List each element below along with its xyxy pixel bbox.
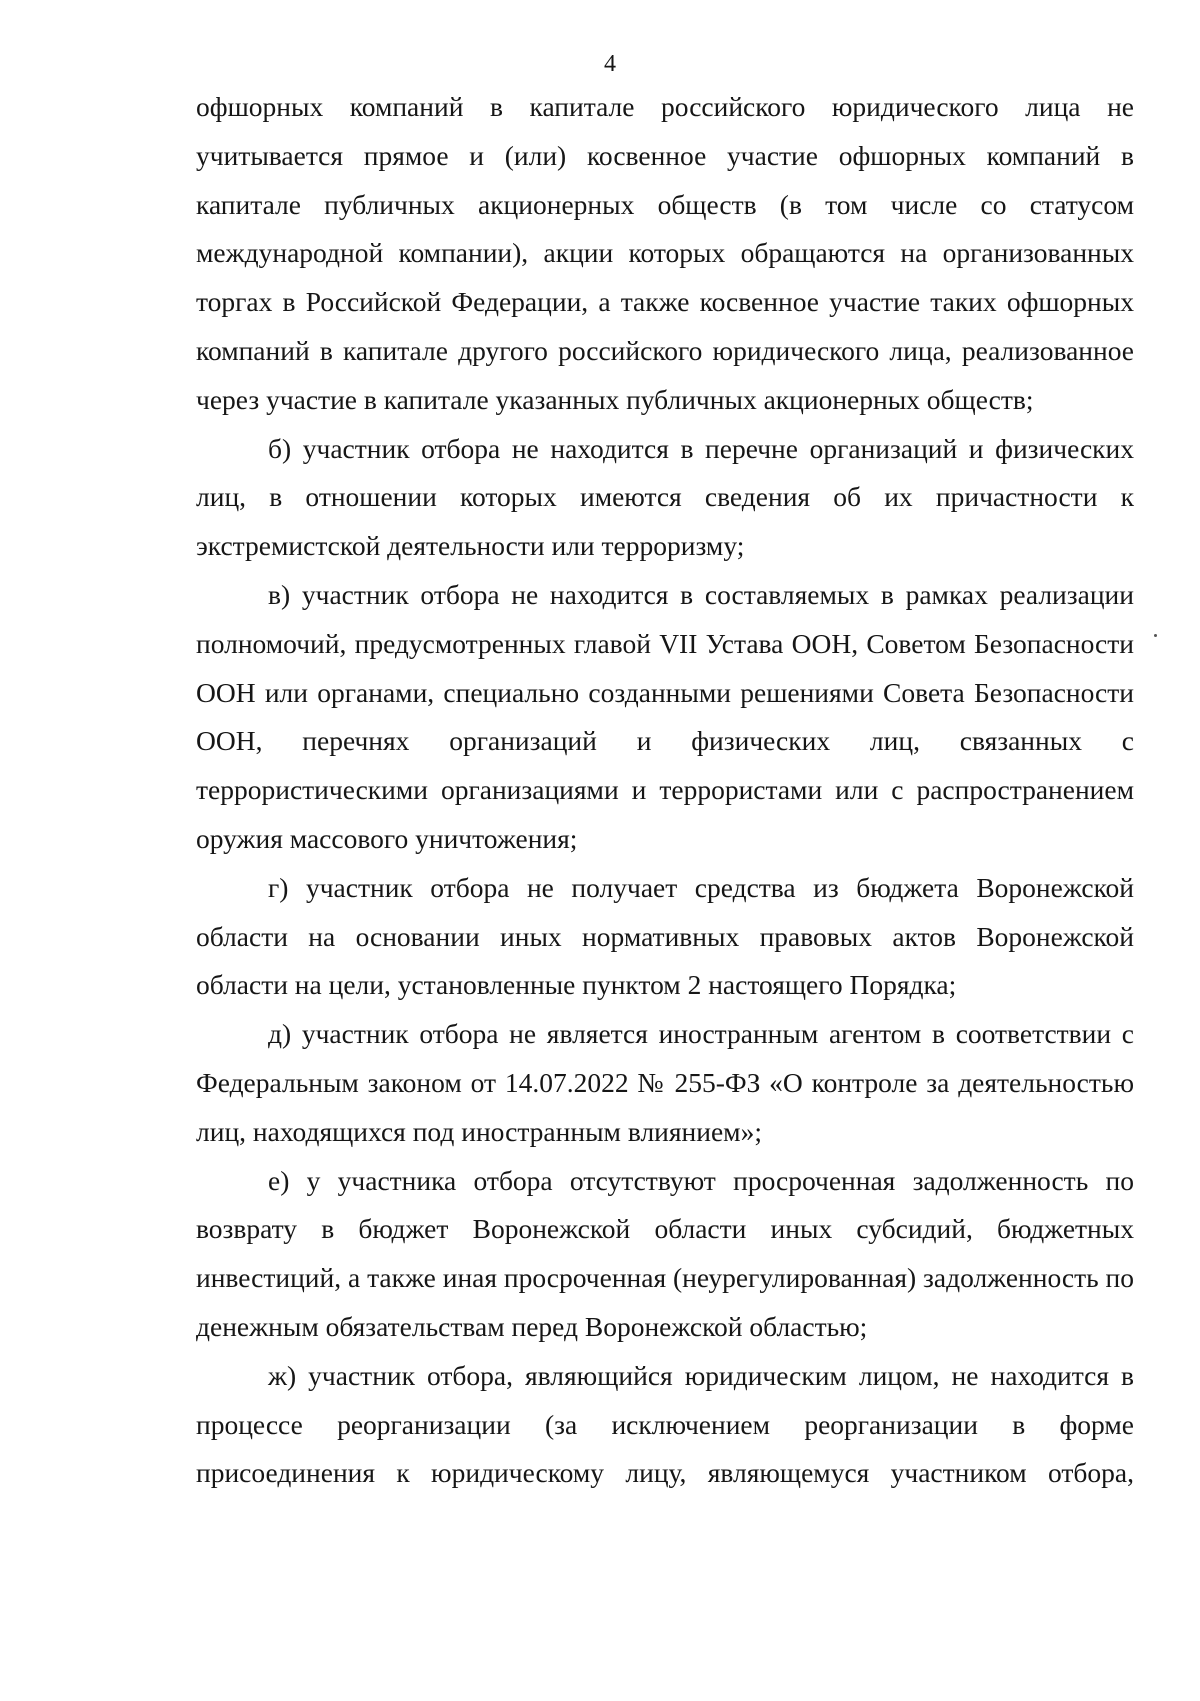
document-body: [196, 83, 1134, 1498]
page-number: 4: [604, 51, 616, 77]
paragraph-item-d: д) участник отбора не является иностранным агентом в соответствии с Федеральным законом от 14.07.2022 № 255-ФЗ «О контроле за деятельностью лиц, находящихся под иностранным влиянием»;: [196, 1018, 1134, 1147]
paragraph-continuation: офшорных компаний в капитале российского юридического лица не учитывается прямое и (или) косвенное участие офшорных компаний в капитале публичных акционерных обществ (в том числе со статусом международной компании), акции которых обращаются на организованных торгах в Российской Федерации, а также косвенное участие таких офшорных компаний в капитале другого российского юридического лица, реализованное через участие в капитале указанных публичных акционерных обществ;: [196, 91, 1134, 415]
paragraph-item-b: б) участник отбора не находится в перечне организаций и физических лиц, в отношении которых имеются сведения об их причастности к экстремистской деятельности или терроризму;: [196, 432, 1134, 562]
scan-speck: [1154, 634, 1157, 637]
paragraph-item-v: в) участник отбора не находится в составляемых в рамках реализации полномочий, предусмотренных главой VII Устава ООН, Советом Безопасности ООН или органами, специально созданными решениями Совета Безопасности ООН, перечнях организаций и физических лиц, связанных с террористическими организациями и террористами или с распространением оружия массового уничтожения;: [196, 578, 1134, 854]
paragraph-item-zh: ж) участник отбора, являющийся юридическим лицом, не находится в процессе реорганизации (за исключением реорганизации в форме присоединения к юридическому лицу, являющемуся участником отбора,: [196, 1359, 1134, 1489]
paragraph-item-g: г) участник отбора не получает средства из бюджета Воронежской области на основании иных нормативных правовых актов Воронежской области на цели, установленные пунктом 2 настоящего Порядка;: [196, 871, 1134, 1001]
paragraph-item-e: е) у участника отбора отсутствуют просроченная задолженность по возврату в бюджет Воронежской области иных субсидий, бюджетных инвестиций, а также иная просроченная (неурегулированная) задолженность по денежным обязательствам перед Воронежской областью;: [196, 1164, 1134, 1342]
